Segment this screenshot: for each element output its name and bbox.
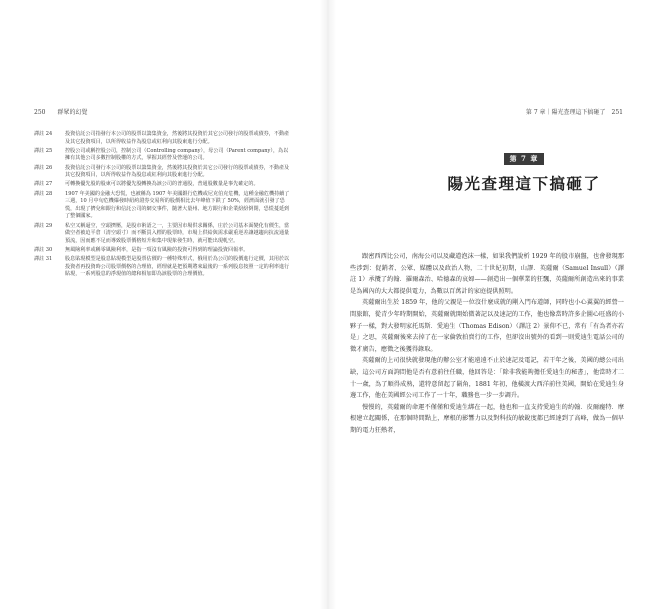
note-label: 譯註 25 [34, 147, 53, 154]
note-30 [34, 247, 292, 255]
note-label: 譯註 24 [34, 131, 53, 137]
note-24 [34, 131, 292, 146]
chapter-title: 陽光查理這下搞砸了 [447, 174, 601, 193]
left-page [0, 0, 327, 609]
note-text: 私空又稱逼空，空頭擠壓，是股市術語之一，主要因市場供求關係，庄於公司基本面變化有價生，當做空者被迫平倉（清空頭寸）而不斷買入標的股票時，市場上供給與需求嚴重逆差讓越趨向抗流通量預流，因而應不足而導致股票價格短升和集中現象發生時，就可能出現軋空。 [65, 222, 290, 244]
note-27 [34, 181, 292, 189]
note-label: 譯註 28 [34, 190, 53, 197]
note-29 [34, 223, 292, 246]
note-25 [34, 148, 292, 163]
right-page [328, 0, 655, 609]
chapter-heading [424, 146, 624, 194]
note-label: 譯註 30 [34, 246, 53, 253]
note-label: 譯註 31 [34, 256, 53, 263]
note-label: 譯註 26 [34, 164, 53, 171]
left-running-title: 群眾的幻覺 [57, 109, 88, 116]
note-label: 譯註 29 [34, 222, 53, 229]
translator-notes [34, 131, 292, 280]
chapter-body [350, 251, 624, 437]
note-text: 可轉換優先股的股東可以將優先股轉換為該公司的普通股，普通股數量是事先確定的。 [65, 181, 259, 188]
note-label: 譯註 27 [34, 181, 53, 188]
chapter-label: 第 7 章 [504, 153, 545, 165]
left-running-head [34, 107, 87, 116]
note-text: 股息貼現模型是股息貼現模型是股票估價的一種特殊形式，俄用於為公司的股價進行定價，其用於以投資者再投資時公司股票價格的合理值，經理就是把預期將來最後的一系列股息按照一定的利率進行貼現，一系列股息的淨現值的總和相加即為該股票的合理價值。 [65, 256, 290, 278]
paragraph: 跟密西西比公司，南海公司以及藏道泡沫一樣，如果我們說析 1929 年的股市崩盤，也會發現那些涉到：促銷者、公眾、媒體以及政治人物，二十世紀初期，山謬．英薩爾（Samuel Insull）（譯註 1）承攬了約翰．羅爾森治、哈德森的哀婦——創造出一個華業的狂飄，英薩爾所創造出來的事業是為國內的大大都提供電力，為數以百萬計的家庭提供照明。 [350, 253, 624, 295]
note-text: 控股公司或稱控股公司，控制公司（Controlling company），母公司（Parent company），為以擁有其他公司多數控制股權的方式，掌握其經營及營運的公司。 [65, 147, 289, 162]
right-page-number: 251 [611, 109, 623, 116]
left-page-number: 250 [34, 109, 46, 116]
paragraph: 英薩爾出生於 1859 年，他的父親是一位沒什麼成就的剛入門布道師，同時也小心翼翼的經營一間旅館，從青少年時期開始，英薩爾就開始微著記以及速記的工作，他也像當時許多企圖心旺盛的小夥子一樣，對大發明家托馬斯．愛迪生（Thomas Edison）（譯註 2）景仰不已，常有「有為者亦若是」之思，英薩爾後來去掉了在一家倫敦拍賣行的工作，但卻沒出號外的看到一則愛迪生電話公司的徵才廣告，應徵之後獲得錄取。 [350, 299, 624, 353]
note-text: 無風險利率或稱零風險利率，是指一項沒有風險的投資可得到的理論投資回報率。 [65, 246, 249, 253]
paragraph: 英薩爾的上司很快就發現他的辦公室才能遠遠不止於速記及電記，若干年之後，美國的總公司出缺，這公司方面詢問他是否有意前往任職，他回答是：「除非我能夠擔任愛迪生的秘書」，他當時才二十一歲，為了順得成熟，還特意留起了鬍角，1881 年初，他橫渡大西洋前往美國，開始在愛迪生身邊工作，他在美國經公司工作了一十年，職務也一步一步調升。 [350, 357, 624, 400]
note-text: 投資信託公司發行本公司的股票以籌集資金，然後將其投資於其它公司發行的股票或債券，不動產及其它投資項目，以所得收益作為股息或紅利向其股東進行分配。 [65, 164, 290, 179]
note-26 [34, 165, 292, 180]
note-text: 1907 年美國的金融大恐慌，也被稱為 1907 年美國銀行危機或尼克伯克危機，這種金融危機持續了三週，10 月中旬危機爆發時紐約證券交易所的股價相比去年峰值下跌了 50%，經濟面就引發了恐慌，出現了擠兌和銀行和信託公司的網交事件，隨著大量州、地方銀行和企業紛紛倒閉，恐慌蔓延到了整個國家。 [65, 190, 290, 220]
paragraph: 慢慢的，英薩爾的命運不僅僅和愛迪生綁在一起，他也和一直支持愛迪生的約翰．皮爾龐特．摩根建立起關係，在那個時間點上，摩根的影響力以及對科技的敏銳度都已經達到了高峰，做為一個早期的電力狂熱者， [350, 403, 624, 434]
right-running-head [526, 107, 623, 116]
note-28 [34, 191, 292, 221]
note-31 [34, 256, 292, 279]
right-running-title: 第 7 章｜陽光查理這下搞砸了 [525, 109, 606, 116]
note-text: 投資信託公司指發行本公司的股票以籌集資金，然後將其投資於其它公司發行的股票或債券，不動產及其它投資項目，以所得收益作為股息或紅利向其股東進行分配。 [65, 131, 290, 145]
